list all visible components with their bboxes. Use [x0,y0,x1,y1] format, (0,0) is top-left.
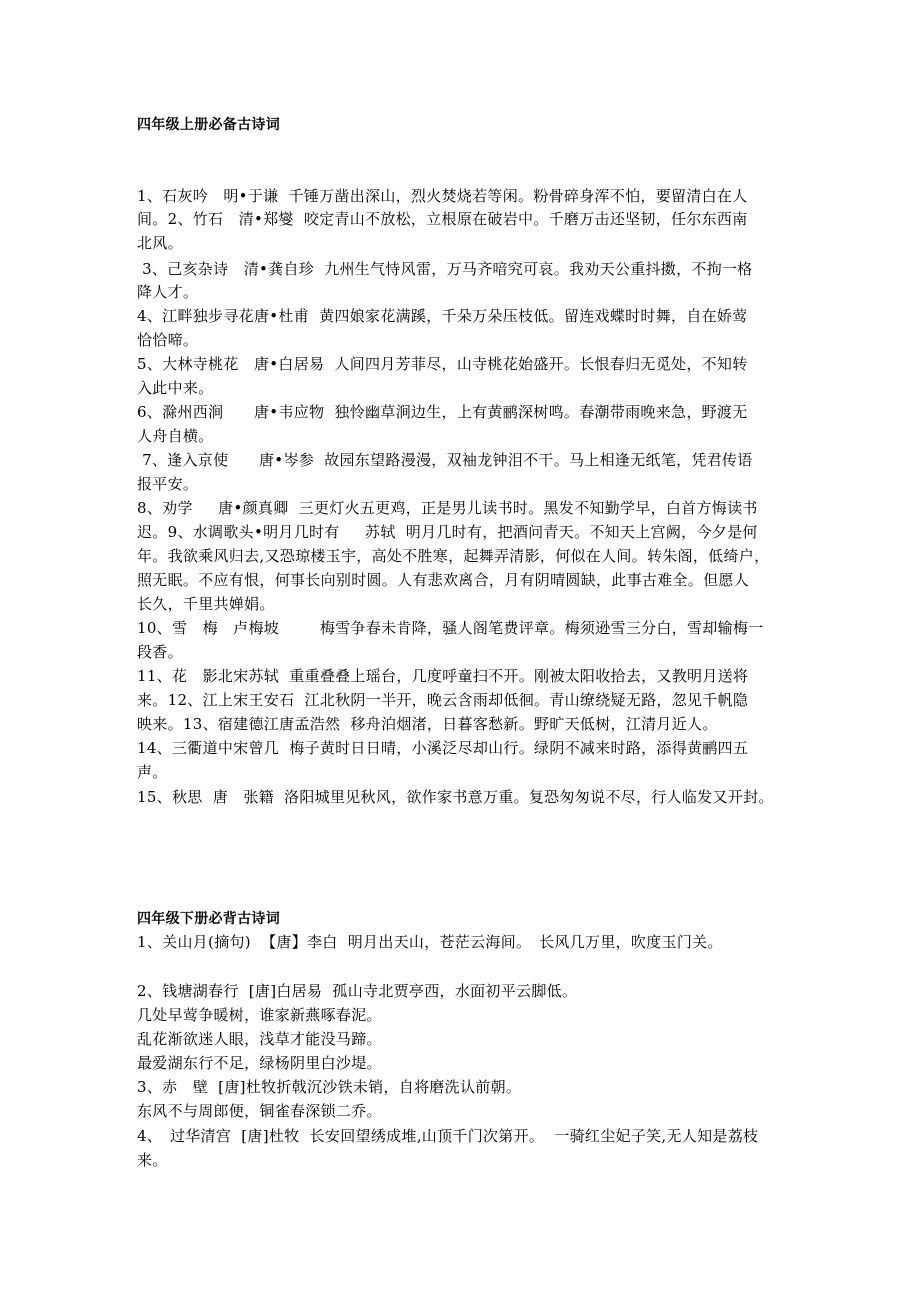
section2-title: 四年级下册必背古诗词 [137,911,280,927]
section1-line-1: 1、石灰吟 明•于谦 千锤万凿出深山，烈火焚烧若等闲。粉骨碎身浑不怕，要留清白在人 [137,187,748,205]
section1-line-13: 报平安。 [137,475,199,493]
section1-line-10: 6、滁州西涧 唐•韦应物 独怜幽草涧边生，上有黄鹂深树鸣。春潮带雨晚来急，野渡无 [137,403,748,421]
section1-line-2: 间。2、竹石 清•郑燮 咬定青山不放松，立根原在破岩中。千磨万击还坚韧，任尔东西南 [137,210,748,228]
section1-line-4: 3、己亥杂诗 清•龚自珍 九州生气恃风雷，万马齐喑究可哀。我劝天公重抖擞，不拘一格 [137,260,753,278]
section2-line-5: 乱花渐欲迷人眼，浅草才能没马蹄。 [137,1030,382,1048]
section1-line-26: 15、秋思 唐 张籍 洛阳城里见秋风，欲作家书意万重。复恐匆匆说不尽，行人临发又开封。 [137,788,774,806]
section2-line-7: 3、赤 壁 [唐]杜牧折戟沉沙铁未销，自将磨洗认前朝。 [137,1078,522,1096]
section1-line-7: 恰恰啼。 [137,331,199,349]
section1-line-16: 年。我欲乘风归去,又恐琼楼玉宇，高处不胜寒，起舞弄清影，何似在人间。转朱阁，低绮户， [137,547,770,565]
section2-line-4: 几处早莺争暖树，谁家新燕啄春泥。 [137,1006,382,1024]
section1-line-8: 5、大林寺桃花 唐•白居易 人间四月芳菲尽，山寺桃花始盛开。长恨春归无觅处，不知转 [137,355,748,373]
section1-line-14: 8、劝学 唐•颜真卿 三更灯火五更鸡，正是男儿读书时。黑发不知勤学早，白首方悔读书 [137,499,758,517]
section1-line-6: 4、江畔独步寻花唐•杜甫 黄四娘家花满蹊，千朵万朵压枝低。留连戏蝶时时舞，自在娇莺 [137,307,748,325]
section1-line-18: 长久，千里共婵娟。 [137,595,275,613]
section1-line-11: 人舟自横。 [137,427,214,445]
section1-line-5: 降人才。 [137,283,199,301]
section1-line-9: 入此中来。 [137,379,214,397]
section2-line-10: 来。 [137,1151,168,1169]
section1-line-24: 14、三衢道中宋曾几 梅子黄时日日晴，小溪泛尽却山行。绿阴不减来时路，添得黄鹂四五 [137,739,749,757]
section1-line-20: 段香。 [137,643,183,661]
section1-line-3: 北风。 [137,234,183,252]
section1-line-12: 7、逢入京使 唐•岑参 故园东望路漫漫，双袖龙钟泪不干。马上相逢无纸笔，凭君传语 [137,451,753,469]
section1-line-21: 11、花 影北宋苏轼 重重叠叠上瑶台，几度呼童扫不开。刚被太阳收拾去，又教明月送将 [137,667,749,685]
section1-line-25: 声。 [137,763,168,781]
section2-line-6: 最爱湖东行不足，绿杨阴里白沙堤。 [137,1054,382,1072]
section1-line-17: 照无眠。不应有恨，何事长向别时圆。人有悲欢离合，月有阴晴圆缺，此事古难全。但愿人 [137,571,750,589]
section2-line-1: 1、关山月(摘句) 【唐】李白 明月出天山，苍茫云海间。 长风几万里，吹度玉门关。 [137,933,723,951]
section1-line-15: 迟。9、水调歌头•明月几时有 苏轼 明月几时有，把酒问青天。不知天上宫阙，今夕是何 [137,523,758,541]
section1-line-19: 10、雪 梅 卢梅坡 梅雪争春未肯降，骚人阁笔费评章。梅须逊雪三分白，雪却输梅一 [137,619,764,637]
section2-line-9: 4、 过华清宫 [唐]杜牧 长安回望绣成堆,山顶千门次第开。 一骑红尘妃子笑,无人知是荔枝 [137,1127,759,1145]
section1-title: 四年级上册必备古诗词 [137,117,280,133]
section2-line-3: 2、钱塘湖春行 [唐]白居易 孤山寺北贾亭西，水面初平云脚低。 [137,982,578,1000]
section1-line-22: 来。12、江上宋王安石 江北秋阴一半开，晚云含雨却低徊。青山缭绕疑无路，忽见千帆隐 [137,691,749,709]
section2-line-8: 东风不与周郎便，铜雀春深锁二乔。 [137,1102,382,1120]
section1-line-23: 映来。13、宿建德江唐孟浩然 移舟泊烟渚，日暮客愁新。野旷天低树，江清月近人。 [137,715,718,733]
